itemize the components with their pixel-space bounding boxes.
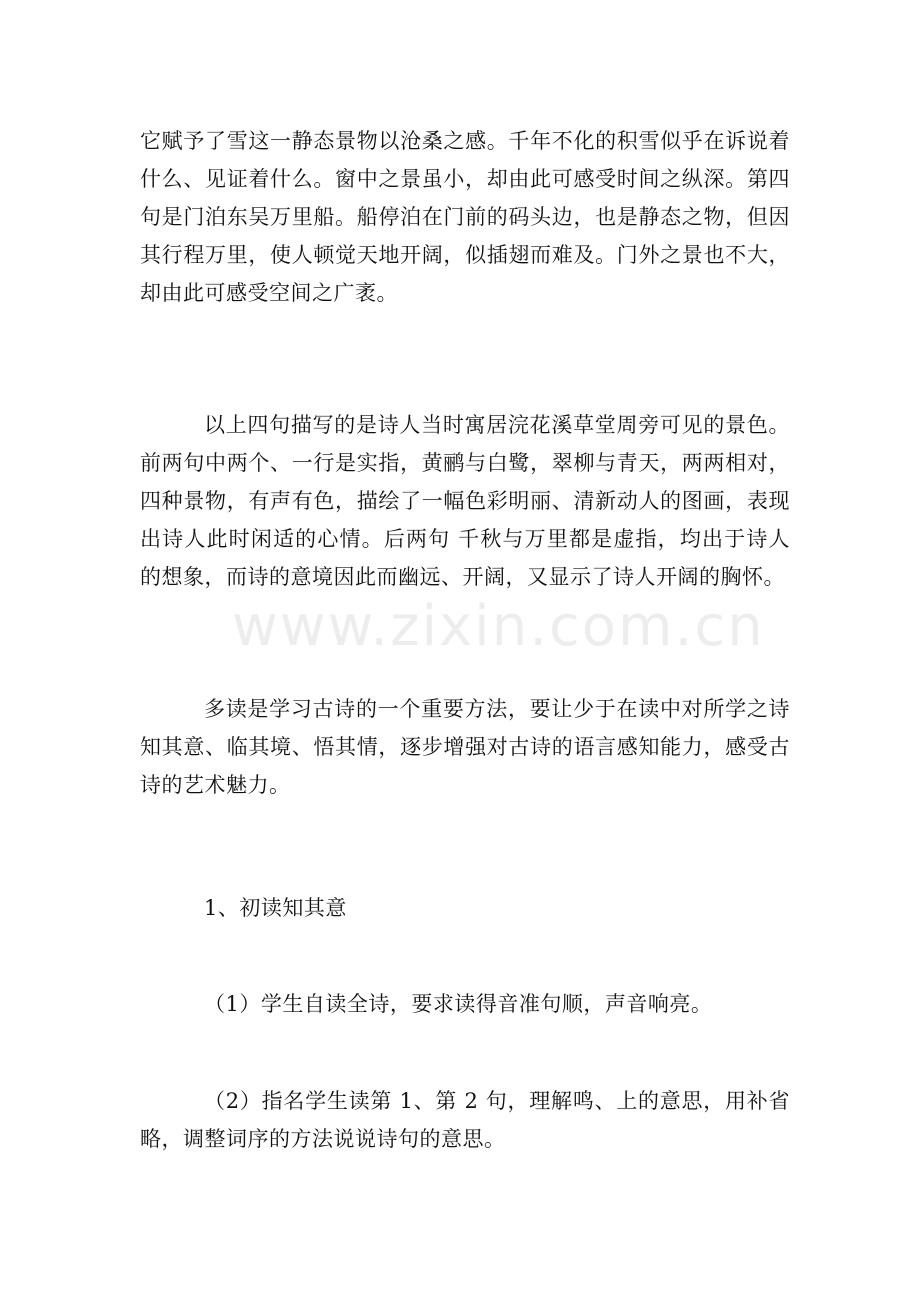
watermark: www.zixin.com.cn: [232, 594, 765, 659]
list-item-1: （1）学生自读全诗，要求读得音准句顺，声音响亮。: [204, 992, 713, 1016]
paragraph-2: 以上四句描写的是诗人当时寓居浣花溪草堂周旁可见的景色。前两句中两个、一行是实指，黄鹂与白鹭，翠柳与青天，两两相对，四种景物，有声有色，描绘了一幅色彩明丽、清新动人的图画，表现出诗人此时闲适的心情。后两句 千秋与万里都是虚指，均出于诗人的想象，而诗的意境因此而幽远、开阔，又显示了诗人开阔的胸怀。: [140, 413, 790, 589]
paragraph-3: 多读是学习古诗的一个重要方法，要让少于在读中对所学之诗知其意、临其境、悟其情，逐步增强对古诗的语言感知能力，感受古诗的艺术魅力。: [140, 697, 790, 797]
list-item-2: （2）指名学生读第 1、第 2 句，理解鸣、上的意思，用补省略，调整词序的方法说说诗句的意思。: [140, 1089, 790, 1151]
paragraph-1: 它赋予了雪这一静态景物以沧桑之感。千年不化的积雪似乎在诉说着什么、见证着什么。窗中之景虽小，却由此可感受时间之纵深。第四句是门泊东吴万里船。船停泊在门前的码头边，也是静态之物，但因其行程万里，使人顿觉天地开阔，似插翅而难及。门外之景也不大，却由此可感受空间之广袤。: [140, 129, 790, 305]
section-heading: 1、初读知其意: [204, 896, 347, 920]
